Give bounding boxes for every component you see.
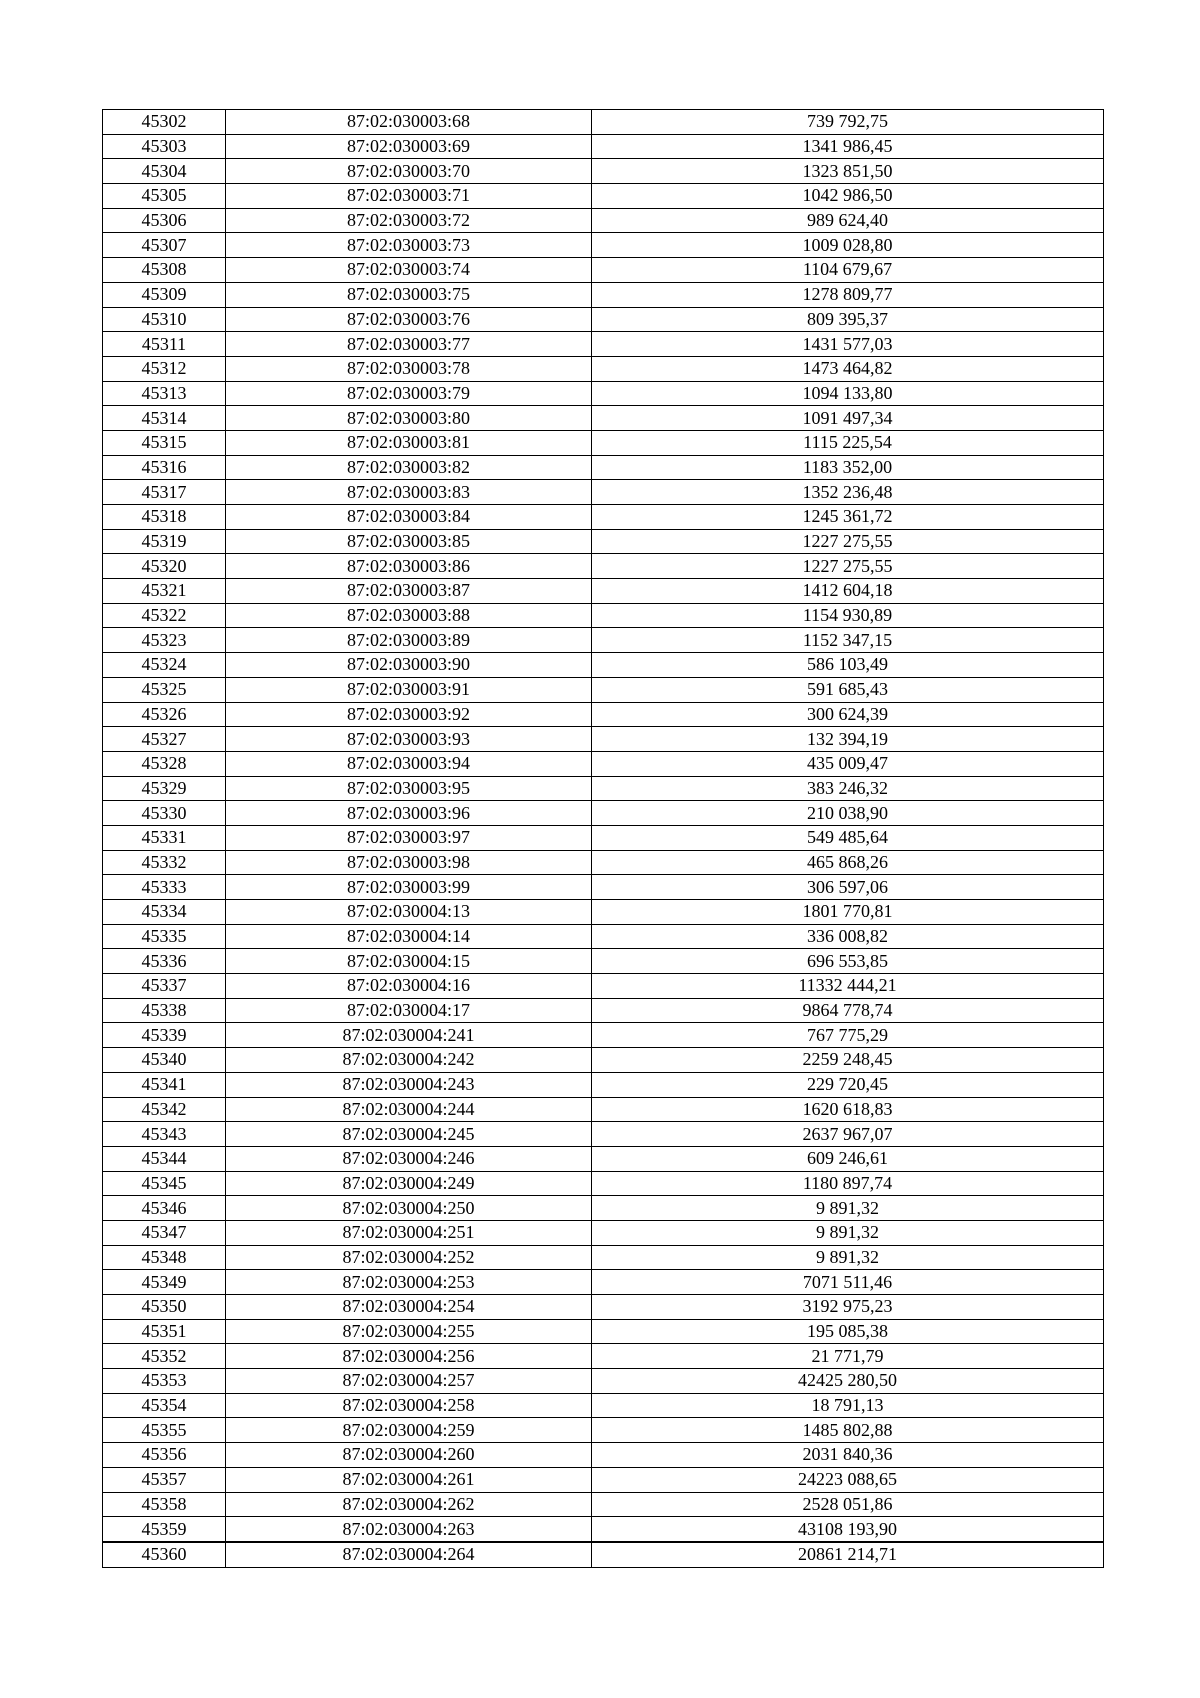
row-number-cell: 45339 (103, 1023, 226, 1048)
cadastral-number-cell: 87:02:030003:87 (226, 579, 592, 604)
row-number-cell: 45333 (103, 875, 226, 900)
table-row (103, 727, 1104, 752)
table-row (103, 924, 1104, 949)
cadastral-number-cell: 87:02:030003:99 (226, 875, 592, 900)
table-row (103, 1146, 1104, 1171)
cadastral-value-cell: 1104 679,67 (592, 258, 1104, 283)
table-row (103, 1369, 1104, 1394)
row-number-cell: 45303 (103, 134, 226, 159)
table-row (103, 677, 1104, 702)
row-number-cell: 45347 (103, 1220, 226, 1245)
table-row (103, 554, 1104, 579)
row-number-cell: 45351 (103, 1319, 226, 1344)
cadastral-number-cell: 87:02:030004:249 (226, 1171, 592, 1196)
cadastral-number-cell: 87:02:030004:260 (226, 1443, 592, 1468)
row-number-cell: 45327 (103, 727, 226, 752)
cadastral-value-cell: 1227 275,55 (592, 529, 1104, 554)
row-number-cell: 45360 (103, 1542, 226, 1567)
cadastral-number-cell: 87:02:030004:264 (226, 1542, 592, 1567)
cadastral-number-cell: 87:02:030004:259 (226, 1418, 592, 1443)
cadastral-value-cell: 767 775,29 (592, 1023, 1104, 1048)
table-row (103, 974, 1104, 999)
cadastral-number-cell: 87:02:030003:91 (226, 677, 592, 702)
row-number-cell: 45353 (103, 1369, 226, 1394)
cadastral-number-cell: 87:02:030003:97 (226, 825, 592, 850)
cadastral-value-cell: 7071 511,46 (592, 1270, 1104, 1295)
cadastral-value-cell: 591 685,43 (592, 677, 1104, 702)
cadastral-number-cell: 87:02:030003:72 (226, 208, 592, 233)
cadastral-number-cell: 87:02:030003:78 (226, 356, 592, 381)
cadastral-value-cell: 1278 809,77 (592, 282, 1104, 307)
table-row (103, 949, 1104, 974)
cadastral-number-cell: 87:02:030004:246 (226, 1146, 592, 1171)
row-number-cell: 45355 (103, 1418, 226, 1443)
cadastral-number-cell: 87:02:030004:254 (226, 1295, 592, 1320)
row-number-cell: 45302 (103, 110, 226, 135)
cadastral-number-cell: 87:02:030004:262 (226, 1492, 592, 1517)
cadastral-value-cell: 306 597,06 (592, 875, 1104, 900)
table-row (103, 603, 1104, 628)
row-number-cell: 45320 (103, 554, 226, 579)
table-row (103, 184, 1104, 209)
cadastral-value-cell: 989 624,40 (592, 208, 1104, 233)
row-number-cell: 45334 (103, 900, 226, 925)
table-row (103, 134, 1104, 159)
cadastral-number-cell: 87:02:030003:94 (226, 751, 592, 776)
cadastral-number-cell: 87:02:030003:69 (226, 134, 592, 159)
cadastral-value-cell: 1152 347,15 (592, 628, 1104, 653)
cadastral-value-cell: 20861 214,71 (592, 1542, 1104, 1567)
row-number-cell: 45354 (103, 1393, 226, 1418)
cadastral-number-cell: 87:02:030003:68 (226, 110, 592, 135)
row-number-cell: 45330 (103, 801, 226, 826)
cadastral-value-cell: 383 246,32 (592, 776, 1104, 801)
cadastral-value-cell: 229 720,45 (592, 1072, 1104, 1097)
cadastral-value-cell: 1412 604,18 (592, 579, 1104, 604)
table-row (103, 801, 1104, 826)
table-row (103, 332, 1104, 357)
cadastral-number-cell: 87:02:030003:88 (226, 603, 592, 628)
cadastral-number-cell: 87:02:030004:258 (226, 1393, 592, 1418)
row-number-cell: 45329 (103, 776, 226, 801)
cadastral-value-cell: 1094 133,80 (592, 381, 1104, 406)
cadastral-value-cell: 1042 986,50 (592, 184, 1104, 209)
cadastral-number-cell: 87:02:030004:250 (226, 1196, 592, 1221)
row-number-cell: 45318 (103, 505, 226, 530)
cadastral-value-cell: 300 624,39 (592, 702, 1104, 727)
cadastral-number-cell: 87:02:030003:80 (226, 406, 592, 431)
cadastral-value-cell: 465 868,26 (592, 850, 1104, 875)
row-number-cell: 45357 (103, 1467, 226, 1492)
cadastral-value-cell: 210 038,90 (592, 801, 1104, 826)
row-number-cell: 45341 (103, 1072, 226, 1097)
cadastral-value-cell: 1620 618,83 (592, 1097, 1104, 1122)
table-row (103, 1097, 1104, 1122)
table-row (103, 1048, 1104, 1073)
row-number-cell: 45340 (103, 1048, 226, 1073)
cadastral-value-cell: 1245 361,72 (592, 505, 1104, 530)
row-number-cell: 45307 (103, 233, 226, 258)
cadastral-number-cell: 87:02:030003:96 (226, 801, 592, 826)
cadastral-number-cell: 87:02:030004:241 (226, 1023, 592, 1048)
table-row (103, 1492, 1104, 1517)
table-row (103, 850, 1104, 875)
row-number-cell: 45348 (103, 1245, 226, 1270)
cadastral-value-cell: 1091 497,34 (592, 406, 1104, 431)
row-number-cell: 45342 (103, 1097, 226, 1122)
row-number-cell: 45322 (103, 603, 226, 628)
row-number-cell: 45336 (103, 949, 226, 974)
table-row (103, 751, 1104, 776)
row-number-cell: 45317 (103, 480, 226, 505)
cadastral-number-cell: 87:02:030003:92 (226, 702, 592, 727)
cadastral-value-cell: 18 791,13 (592, 1393, 1104, 1418)
table-row (103, 307, 1104, 332)
row-number-cell: 45312 (103, 356, 226, 381)
row-number-cell: 45321 (103, 579, 226, 604)
cadastral-value-cell: 21 771,79 (592, 1344, 1104, 1369)
table-row (103, 159, 1104, 184)
row-number-cell: 45305 (103, 184, 226, 209)
cadastral-number-cell: 87:02:030004:14 (226, 924, 592, 949)
table-row (103, 1319, 1104, 1344)
cadastral-value-cell: 1154 930,89 (592, 603, 1104, 628)
cadastral-value-cell: 1115 225,54 (592, 430, 1104, 455)
cadastral-number-cell: 87:02:030004:263 (226, 1517, 592, 1542)
row-number-cell: 45325 (103, 677, 226, 702)
cadastral-number-cell: 87:02:030003:95 (226, 776, 592, 801)
cadastral-value-cell: 43108 193,90 (592, 1517, 1104, 1542)
cadastral-number-cell: 87:02:030003:74 (226, 258, 592, 283)
row-number-cell: 45356 (103, 1443, 226, 1468)
cadastral-number-cell: 87:02:030003:70 (226, 159, 592, 184)
cadastral-number-cell: 87:02:030004:257 (226, 1369, 592, 1394)
table-row (103, 233, 1104, 258)
cadastral-value-cell: 2259 248,45 (592, 1048, 1104, 1073)
cadastral-number-cell: 87:02:030004:252 (226, 1245, 592, 1270)
table-row (103, 282, 1104, 307)
row-number-cell: 45358 (103, 1492, 226, 1517)
table-row (103, 628, 1104, 653)
cadastral-value-cell: 1473 464,82 (592, 356, 1104, 381)
table-row (103, 653, 1104, 678)
cadastral-value-cell: 549 485,64 (592, 825, 1104, 850)
cadastral-value-cell: 1431 577,03 (592, 332, 1104, 357)
cadastral-number-cell: 87:02:030003:76 (226, 307, 592, 332)
cadastral-number-cell: 87:02:030003:82 (226, 455, 592, 480)
row-number-cell: 45306 (103, 208, 226, 233)
row-number-cell: 45315 (103, 430, 226, 455)
table-row (103, 1295, 1104, 1320)
cadastral-value-cell: 1352 236,48 (592, 480, 1104, 505)
cadastral-value-cell: 1227 275,55 (592, 554, 1104, 579)
row-number-cell: 45308 (103, 258, 226, 283)
row-number-cell: 45338 (103, 998, 226, 1023)
table-row (103, 776, 1104, 801)
row-number-cell: 45331 (103, 825, 226, 850)
cadastral-number-cell: 87:02:030004:242 (226, 1048, 592, 1073)
cadastral-value-cell: 9 891,32 (592, 1245, 1104, 1270)
row-number-cell: 45343 (103, 1122, 226, 1147)
cadastral-number-cell: 87:02:030004:13 (226, 900, 592, 925)
cadastral-number-cell: 87:02:030003:93 (226, 727, 592, 752)
cadastral-value-table (102, 109, 1104, 1568)
cadastral-number-cell: 87:02:030003:79 (226, 381, 592, 406)
table-row (103, 1418, 1104, 1443)
row-number-cell: 45332 (103, 850, 226, 875)
cadastral-value-cell: 195 085,38 (592, 1319, 1104, 1344)
table-row (103, 430, 1104, 455)
cadastral-value-cell: 1485 802,88 (592, 1418, 1104, 1443)
cadastral-number-cell: 87:02:030004:243 (226, 1072, 592, 1097)
cadastral-value-cell: 9 891,32 (592, 1220, 1104, 1245)
cadastral-value-cell: 435 009,47 (592, 751, 1104, 776)
row-number-cell: 45324 (103, 653, 226, 678)
table-row (103, 208, 1104, 233)
cadastral-number-cell: 87:02:030004:253 (226, 1270, 592, 1295)
row-number-cell: 45350 (103, 1295, 226, 1320)
row-number-cell: 45359 (103, 1517, 226, 1542)
cadastral-number-cell: 87:02:030004:16 (226, 974, 592, 999)
table-row (103, 1542, 1104, 1567)
cadastral-number-cell: 87:02:030003:83 (226, 480, 592, 505)
cadastral-number-cell: 87:02:030003:71 (226, 184, 592, 209)
cadastral-value-cell: 11332 444,21 (592, 974, 1104, 999)
table-row (103, 110, 1104, 135)
cadastral-value-cell: 2528 051,86 (592, 1492, 1104, 1517)
cadastral-number-cell: 87:02:030004:261 (226, 1467, 592, 1492)
table-row (103, 1517, 1104, 1542)
cadastral-value-cell: 1323 851,50 (592, 159, 1104, 184)
row-number-cell: 45311 (103, 332, 226, 357)
cadastral-number-cell: 87:02:030003:77 (226, 332, 592, 357)
row-number-cell: 45304 (103, 159, 226, 184)
cadastral-number-cell: 87:02:030003:89 (226, 628, 592, 653)
cadastral-value-cell: 1183 352,00 (592, 455, 1104, 480)
table-row (103, 579, 1104, 604)
row-number-cell: 45323 (103, 628, 226, 653)
cadastral-value-cell: 739 792,75 (592, 110, 1104, 135)
table-row (103, 258, 1104, 283)
table-row (103, 1220, 1104, 1245)
row-number-cell: 45349 (103, 1270, 226, 1295)
table-row (103, 1467, 1104, 1492)
row-number-cell: 45345 (103, 1171, 226, 1196)
cadastral-number-cell: 87:02:030003:98 (226, 850, 592, 875)
row-number-cell: 45328 (103, 751, 226, 776)
table-row (103, 875, 1104, 900)
cadastral-number-cell: 87:02:030003:86 (226, 554, 592, 579)
cadastral-value-cell: 9 891,32 (592, 1196, 1104, 1221)
table-row (103, 900, 1104, 925)
cadastral-number-cell: 87:02:030004:15 (226, 949, 592, 974)
table-row (103, 381, 1104, 406)
cadastral-value-cell: 1801 770,81 (592, 900, 1104, 925)
table-row (103, 1196, 1104, 1221)
table-body (103, 110, 1104, 1568)
table-row (103, 1344, 1104, 1369)
table-row (103, 1393, 1104, 1418)
cadastral-number-cell: 87:02:030004:245 (226, 1122, 592, 1147)
table-row (103, 356, 1104, 381)
row-number-cell: 45326 (103, 702, 226, 727)
row-number-cell: 45337 (103, 974, 226, 999)
row-number-cell: 45319 (103, 529, 226, 554)
cadastral-value-cell: 1341 986,45 (592, 134, 1104, 159)
cadastral-number-cell: 87:02:030003:90 (226, 653, 592, 678)
cadastral-value-cell: 809 395,37 (592, 307, 1104, 332)
row-number-cell: 45310 (103, 307, 226, 332)
table-row (103, 1171, 1104, 1196)
table-row (103, 455, 1104, 480)
row-number-cell: 45344 (103, 1146, 226, 1171)
cadastral-value-cell: 609 246,61 (592, 1146, 1104, 1171)
row-number-cell: 45352 (103, 1344, 226, 1369)
cadastral-number-cell: 87:02:030004:17 (226, 998, 592, 1023)
cadastral-value-cell: 1009 028,80 (592, 233, 1104, 258)
cadastral-value-cell: 42425 280,50 (592, 1369, 1104, 1394)
cadastral-number-cell: 87:02:030003:85 (226, 529, 592, 554)
cadastral-number-cell: 87:02:030003:84 (226, 505, 592, 530)
table-row (103, 1122, 1104, 1147)
cadastral-number-cell: 87:02:030004:251 (226, 1220, 592, 1245)
table-row (103, 505, 1104, 530)
cadastral-number-cell: 87:02:030004:255 (226, 1319, 592, 1344)
table-row (103, 1072, 1104, 1097)
table-row (103, 480, 1104, 505)
table-row (103, 1270, 1104, 1295)
cadastral-number-cell: 87:02:030003:81 (226, 430, 592, 455)
cadastral-value-cell: 3192 975,23 (592, 1295, 1104, 1320)
table-row (103, 998, 1104, 1023)
cadastral-number-cell: 87:02:030004:256 (226, 1344, 592, 1369)
cadastral-value-cell: 2637 967,07 (592, 1122, 1104, 1147)
row-number-cell: 45346 (103, 1196, 226, 1221)
table-row (103, 406, 1104, 431)
cadastral-value-cell: 132 394,19 (592, 727, 1104, 752)
row-number-cell: 45314 (103, 406, 226, 431)
cadastral-number-cell: 87:02:030003:75 (226, 282, 592, 307)
table-row (103, 1245, 1104, 1270)
cadastral-number-cell: 87:02:030004:244 (226, 1097, 592, 1122)
cadastral-value-cell: 9864 778,74 (592, 998, 1104, 1023)
row-number-cell: 45313 (103, 381, 226, 406)
cadastral-value-cell: 2031 840,36 (592, 1443, 1104, 1468)
row-number-cell: 45335 (103, 924, 226, 949)
cadastral-number-cell: 87:02:030003:73 (226, 233, 592, 258)
row-number-cell: 45309 (103, 282, 226, 307)
table-row (103, 529, 1104, 554)
cadastral-value-cell: 696 553,85 (592, 949, 1104, 974)
cadastral-value-cell: 586 103,49 (592, 653, 1104, 678)
table-row (103, 702, 1104, 727)
cadastral-value-cell: 24223 088,65 (592, 1467, 1104, 1492)
row-number-cell: 45316 (103, 455, 226, 480)
table-row (103, 1023, 1104, 1048)
cadastral-value-cell: 336 008,82 (592, 924, 1104, 949)
table-row (103, 825, 1104, 850)
table-row (103, 1443, 1104, 1468)
cadastral-value-cell: 1180 897,74 (592, 1171, 1104, 1196)
